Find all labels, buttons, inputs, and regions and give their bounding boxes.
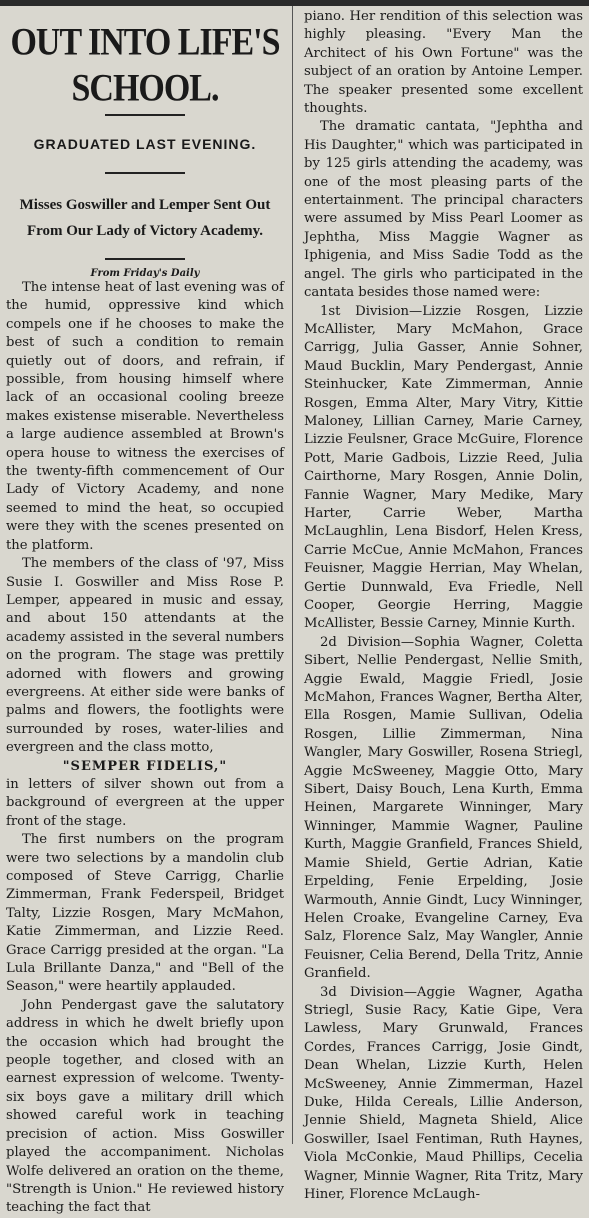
class-motto: "SEMPER FIDELIS," <box>62 758 228 774</box>
paragraph-2-continued: in letters of silver shown out from a background of evergreen at the upper front of the stage. <box>6 776 284 829</box>
column-divider <box>292 6 293 1144</box>
article-subhead-primary: GRADUATED LAST EVENING. <box>33 136 257 152</box>
paragraph-3: The first numbers on the program were two selections by a mandolin club composed of Steve Carrigg, Charlie Zimmerman, Frank Federspeil, Bridget Talty, Lizzie Rosgen, Mary McMahon, Katie Zimmerman, and Lizzie Reed. Grace Carrigg presided at the organ. "La Lula Brillante Danza," and "Bell of the Season," were heartily applauded. <box>6 832 284 995</box>
division-1-list: 1st Division—Lizzie Rosgen, Lizzie McAllister, Mary McMahon, Grace Carrigg, Julia Gasser, Annie Sohner, Maud Bucklin, Mary Pendergast, Annie Steinhucker, Kate Zimmerman, Annie Rosgen, Emma Alter, Mary Vitry, Kittie Maloney, Lillian Carney, Marie Carney, Lizzie Feulsner, Grace McGuire, Florence Pott, Marie Gadbois, Lizzie Reed, Julia Cairthorne, Mary Rosgen, Annie Dolin, Fannie Wagner, Mary Medike, Mary Harter, Carrie Weber, Martha McLaughlin, Lena Bisdorf, Helen Kress, Carrie McCue, Annie McMahon, Frances Feuisner, Maggie Herrian, May Whelan, Gertie Dunnwald, Eva Friedle, Nell Cooper, Georgie Herring, Maggie McAllister, Bessie Carney, Minnie Kurth. <box>304 303 583 632</box>
right-column <box>296 0 589 1202</box>
paragraph-4: John Pendergast gave the salutatory address in which he dwelt briefly upon the occasion which had brought the people together, and closed with an earnest expression of welcome. Twenty-six boys gave a military drill which showed careful work in teaching precision of action. Miss Goswiller played the accompaniment. Nicholas Wolfe delivered an oration on the theme, "Strength is Union." He reviewed history teaching the fact that <box>6 997 284 1216</box>
dateline: From Friday's Daily <box>90 268 200 279</box>
article-headline: OUT INTO LIFE'S SCHOOL. <box>10 21 280 110</box>
subhead-rule <box>105 172 185 174</box>
left-column <box>0 0 290 1216</box>
division-3-list: 3d Division—Aggie Wagner, Agatha Striegl, Susie Racy, Katie Gipe, Vera Lawless, Mary Grunwald, Frances Cordes, Frances Carrigg, Josie Gindt, Dean Whelan, Lizzie Kurth, Helen McSweeney, Annie Zimmerman, Hazel Duke, Hilda Cereals, Lillie Anderson, Jennie Shield, Magneta Shield, Alice Goswiller, Isael Fentiman, Ruth Haynes, Viola McConkie, Maud Phillips, Cecelia Wagner, Minnie Wagner, Rita Tritz, Mary Hiner, Florence McLaugh- <box>304 984 583 1202</box>
headline-rule <box>105 114 185 116</box>
article-subhead-secondary: Misses Goswiller and Lemper Sent Out From Our Lady of Victory Academy. <box>19 197 271 239</box>
paragraph-5: piano. Her rendition of this selection was highly pleasing. "Every Man the Architect of his Own Fortune" was the subject of an oration by Antoine Lemper. The speaker presented some excellent thoughts. <box>304 9 583 117</box>
paragraph-2: The members of the class of '97, Miss Susie I. Goswiller and Miss Rose P. Lemper, appeared in music and essay, and about 150 attendants at the academy assisted in the several numbers on the program. The stage was prettily adorned with flowers and growing evergreens. At either side were banks of palms and flowers, the footlights were surrounded by roses, water-lilies and evergreen and the class motto, <box>6 556 284 756</box>
division-2-list: 2d Division—Sophia Wagner, Coletta Sibert, Nellie Pendergast, Nellie Smith, Aggie Ewald, Maggie Friedl, Josie McMahon, Frances Wagner, Bertha Alter, Ella Rosgen, Mamie Sullivan, Odelia Rosgen, Lillie Zimmerman, Nina Wangler, Mary Goswiller, Rosena Striegl, Aggie McSweeney, Maggie Otto, Mary Sibert, Daisy Bouch, Lena Kurth, Emma Heinen, Margarete Winninger, Mary Winninger, Mammie Wagner, Pauline Kurth, Maggie Granfield, Frances Shield, Mamie Shield, Gertie Adrian, Katie Erpelding, Fenie Erpelding, Josie Warmouth, Annie Gindt, Lucy Winninger, Helen Croake, Evangeline Carney, Eva Salz, Florence Salz, May Wangler, Annie Feuisner, Celia Berend, Della Tritz, Annie Granfield. <box>304 634 583 982</box>
deck-rule <box>105 258 185 260</box>
paragraph-6: The dramatic cantata, "Jephtha and His Daughter," which was participated in by 125 girls attending the academy, was one of the most pleasing parts of the entertainment. The principal characters were assumed by Miss Pearl Loomer as Jephtha, Miss Maggie Wagner as Iphigenia, and Miss Sadie Todd as the angel. The girls who participated in the cantata besides those named were: <box>304 119 583 301</box>
paragraph-1: The intense heat of last evening was of the humid, oppressive kind which compels one if he chooses to make the best of such a condition to remain quietly out of doors, and refrain, if possible, from housing himself where lack of an occasional cooling breeze makes existense miserable. Nevertheless a large audience assembled at Brown's opera house to witness the exercises of the twenty-fifth commencement of Our Lady of Victory Academy, and none seemed to mind the heat, so occupied were they with the scenes presented on the platform. <box>6 280 284 553</box>
